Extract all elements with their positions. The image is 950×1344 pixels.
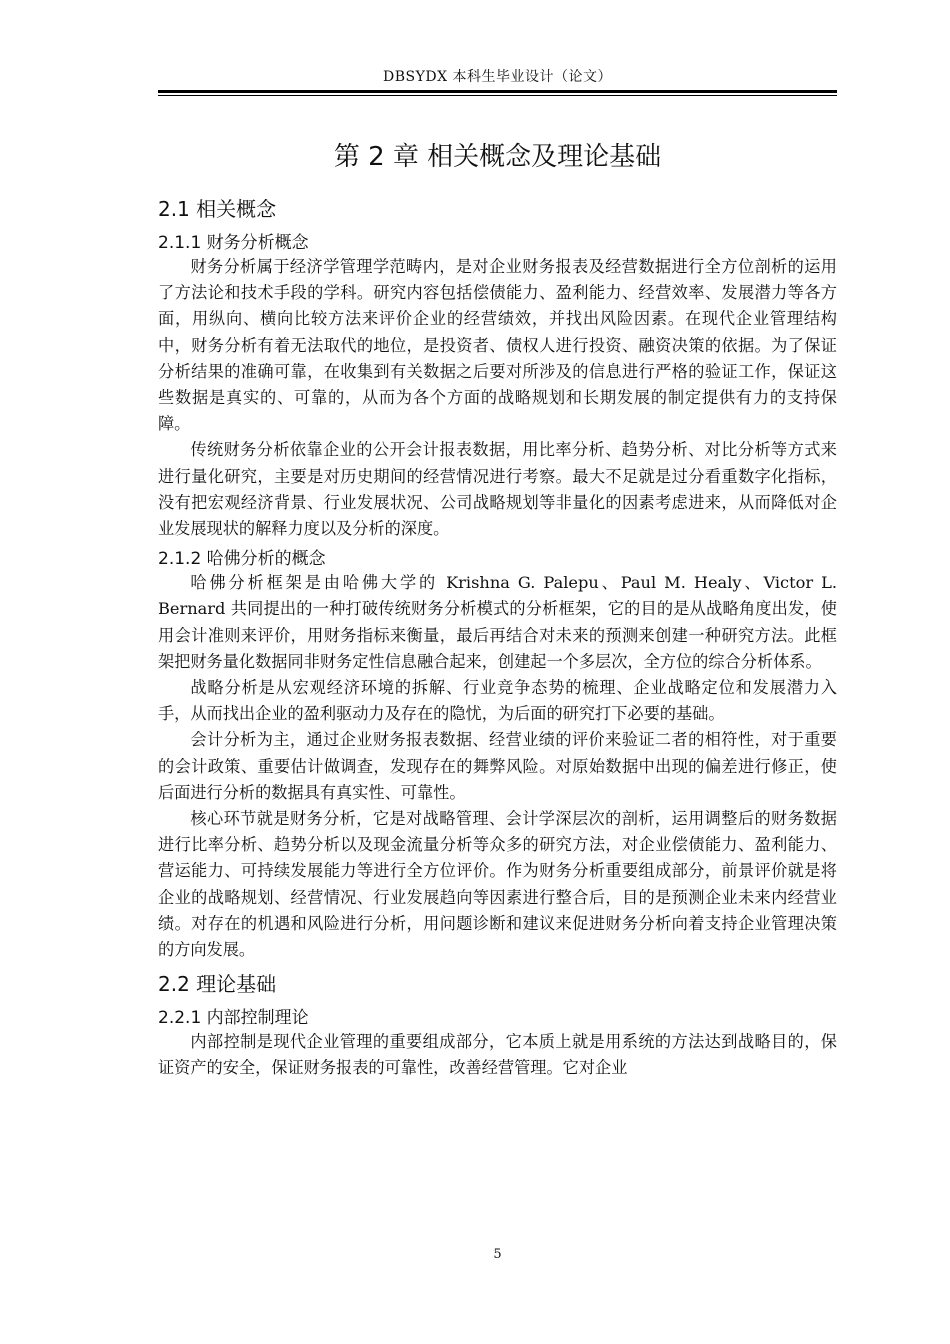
chapter-title: 第 2 章 相关概念及理论基础	[333, 142, 662, 172]
paragraph: 财务分析属于经济学管理学范畴内，是对企业财务报表及经营数据进行全方位剖析的运用了方法论和技术手段的学科。研究内容包括偿债能力、盈利能力、经营效率、发展潜力等各方面，用纵向、横向比较方法来评价企业的经营绩效，并找出风险因素。在现代企业管理结构中，财务分析有着无法取代的地位，是投资者、债权人进行投资、融资决策的依据。为了保证分析结果的准确可靠，在收集到有关数据之后要对所涉及的信息进行严格的验证工作，保证这些数据是真实的、可靠的，从而为各个方面的战略规划和长期发展的制定提供有力的支持保障。	[158, 257, 837, 434]
paragraph: 哈佛分析框架是由哈佛大学的 Krishna G. Palepu、Paul M. Healy、Victor L. Bernard 共同提出的一种打破传统财务分析模式的分析框架，它的目的是从战略角度出发，使用会计准则来评价，用财务指标来衡量，最后再结合对未来的预测来创建一种研究方法。此框架把财务量化数据同非财务定性信息融合起来，创建起一个多层次，全方位的综合分析体系。	[158, 573, 837, 671]
paragraph: 战略分析是从宏观经济环境的拆解、行业竞争态势的梳理、企业战略定位和发展潜力入手，从而找出企业的盈利驱动力及存在的隐忧，为后面的研究打下必要的基础。	[158, 678, 837, 724]
page-body	[158, 190, 837, 1082]
header-rule-thick	[158, 90, 837, 93]
paragraph: 传统财务分析依靠企业的公开会计报表数据，用比率分析、趋势分析、对比分析等方式来进行量化研究，主要是对历史期间的经营情况进行考察。最大不足就是过分看重数字化指标，没有把宏观经济背景、行业发展状况、公司战略规划等非量化的因素考虑进来，从而降低对企业发展现状的解释力度以及分析的深度。	[158, 440, 837, 539]
section-heading-2-1: 2.1 相关概念	[158, 197, 277, 221]
paragraph: 核心环节就是财务分析，它是对战略管理、会计学深层次的剖析，运用调整后的财务数据进行比率分析、趋势分析以及现金流量分析等众多的研究方法，对企业偿债能力、盈利能力、营运能力、可持续发展能力等进行全方位评价。作为财务分析重要组成部分，前景评价就是将企业的战略规划、经营情况、行业发展趋向等因素进行整合后，目的是预测企业未来内经营业绩。对存在的机遇和风险进行分析，用问题诊断和建议来促进财务分析向着支持企业管理决策的方向发展。	[158, 809, 837, 960]
subsection-heading-2-1-2: 2.1.2 哈佛分析的概念	[158, 549, 326, 570]
paragraph: 内部控制是现代企业管理的重要组成部分，它本质上就是用系统的方法达到战略目的，保证资产的安全，保证财务报表的可靠性，改善经营管理。它对企业	[158, 1032, 837, 1078]
running-header: DBSYDX 本科生毕业设计（论文）	[383, 69, 612, 85]
paragraph: 会计分析为主，通过企业财务报表数据、经营业绩的评价来验证二者的相符性，对于重要的会计政策、重要估计做调查，发现存在的舞弊风险。对原始数据中出现的偏差进行修正，使后面进行分析的数据具有真实性、可靠性。	[158, 730, 837, 802]
header-rule-thin	[158, 95, 837, 96]
section-heading-2-2: 2.2 理论基础	[158, 972, 277, 997]
subsection-heading-2-1-1: 2.1.1 财务分析概念	[158, 233, 309, 253]
subsection-heading-2-2-1: 2.2.1 内部控制理论	[158, 1008, 309, 1029]
page-number: 5	[493, 1247, 502, 1262]
